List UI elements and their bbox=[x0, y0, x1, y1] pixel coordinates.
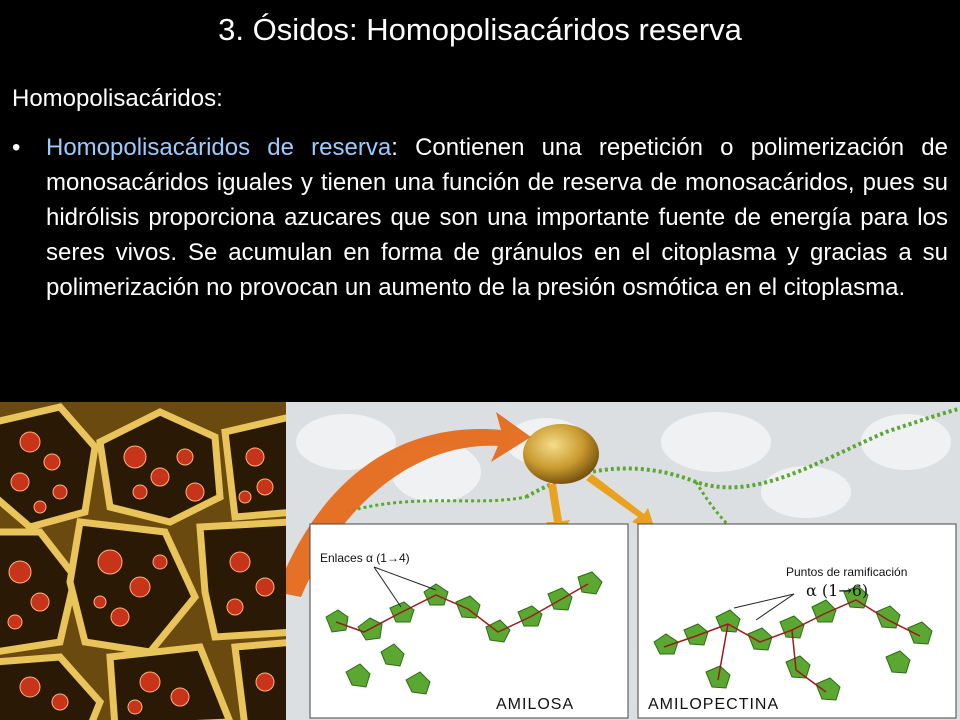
amilopectina-label: AMILOPECTINA bbox=[648, 696, 780, 713]
bullet-description: Contienen una repetición o polimerización de monosacáridos iguales y tienen una función de reserva de monosacáridos, pues su hidrólisis proporciona azucares que son una importante fuente de energía para los seres vivos. Se acumulan en forma de gránulos en el citoplasma y gracias a su polimerización no provocan un aumento de la presión osmótica en el citoplasma. bbox=[46, 134, 948, 301]
starch-granule bbox=[523, 424, 599, 484]
section-heading: Homopolisacáridos: bbox=[12, 85, 223, 112]
bullet-term: Homopolisacáridos de reserva bbox=[46, 134, 392, 161]
starch-figure bbox=[0, 402, 960, 720]
bullet-item bbox=[12, 130, 948, 305]
slide-title: 3. Ósidos: Homopolisacáridos reserva bbox=[218, 12, 742, 47]
amilosa-annotation: Enlaces α (1→4) bbox=[320, 551, 410, 565]
bullet-body bbox=[46, 130, 948, 305]
amilosa-label: AMILOSA bbox=[496, 696, 575, 713]
bullet-marker: • bbox=[12, 134, 21, 161]
amilopectina-annotation-line1: Puntos de ramificación bbox=[786, 565, 908, 579]
bullet-separator: : bbox=[391, 134, 398, 161]
starch-structure-diagram bbox=[286, 402, 960, 720]
amilopectina-annotation-line2: α (1→6) bbox=[806, 581, 869, 600]
starch-micrograph-image bbox=[0, 402, 286, 720]
